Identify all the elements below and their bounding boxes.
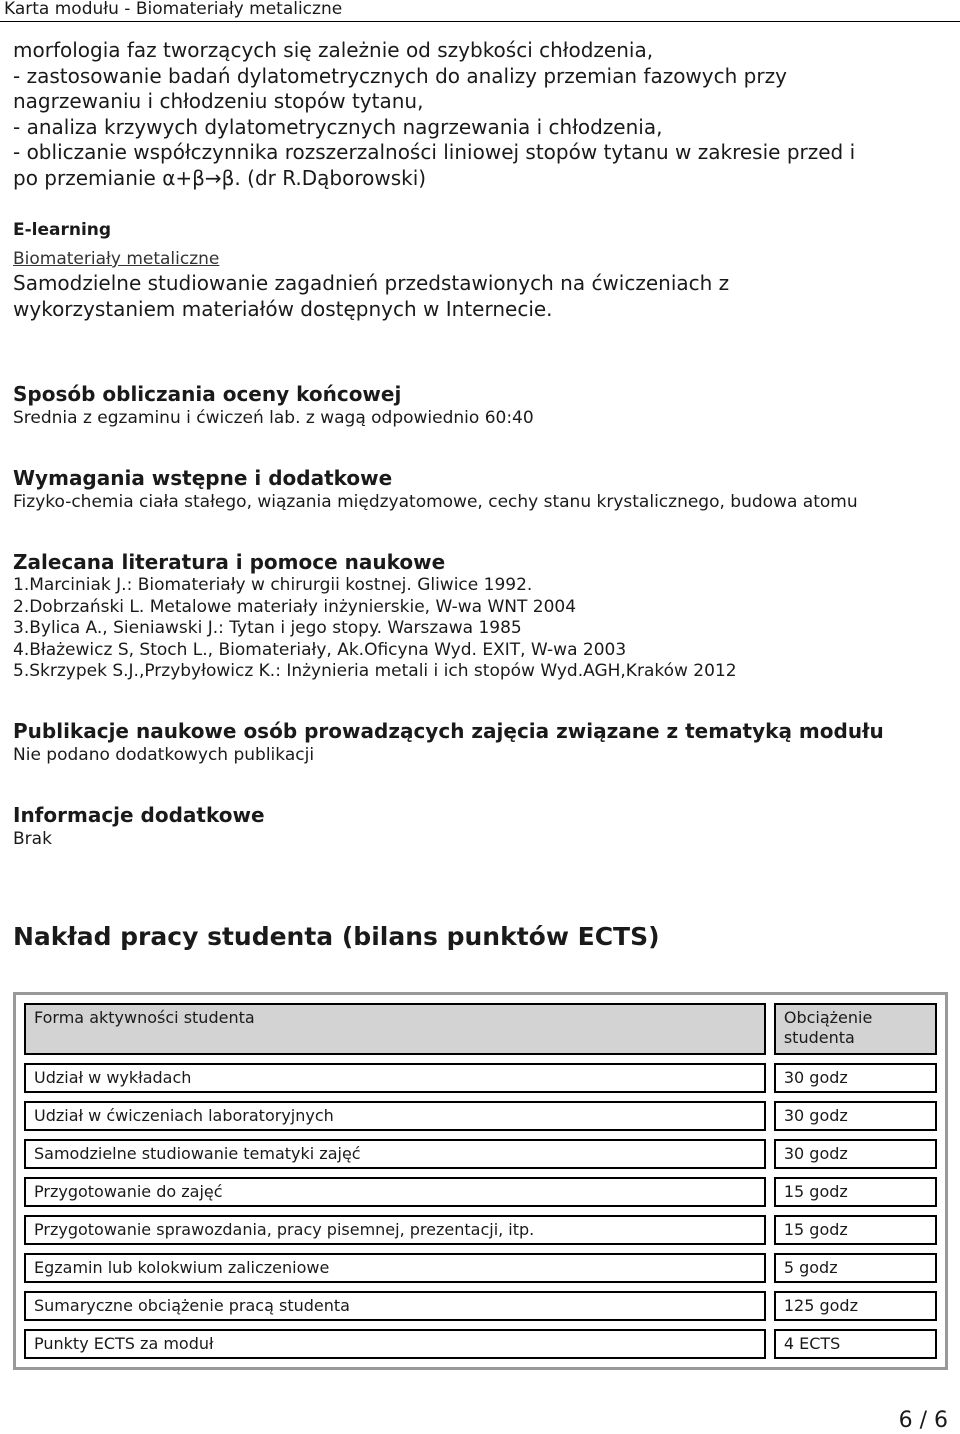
page-number: 6 / 6 <box>898 1408 948 1433</box>
document-title: Karta modułu - Biomateriały metaliczne <box>4 0 343 19</box>
requirements-heading: Wymagania wstępne i dodatkowe <box>13 466 393 490</box>
publications-heading: Publikacje naukowe osób prowadzących zajęcia związane z tematyką modułu <box>13 718 884 743</box>
activity-cell: Udział w ćwiczeniach laboratoryjnych <box>24 1101 766 1131</box>
load-cell: 15 godz <box>774 1215 937 1245</box>
activity-cell: Przygotowanie do zajęć <box>24 1177 766 1207</box>
literature-item: 4.Błażewicz S, Stoch L., Biomateriały, Ak.Oficyna Wyd. EXIT, W-wa 2003 <box>13 639 627 660</box>
elearning-description: wykorzystaniem materiałów dostępnych w Internecie. <box>13 297 553 321</box>
publications-text: Nie podano dodatkowych publikacji <box>13 744 315 765</box>
literature-item: 1.Marciniak J.: Biomateriały w chirurgii kostnej. Gliwice 1992. <box>13 575 533 595</box>
load-cell: 125 godz <box>774 1291 937 1321</box>
requirements-text: Fizyko-chemia ciała stałego, wiązania międzyatomowe, cechy stanu krystalicznego, budowa atomu <box>13 492 858 512</box>
literature-list <box>13 575 948 683</box>
table-row <box>24 1253 937 1283</box>
activity-cell: Udział w wykładach <box>24 1063 766 1093</box>
table-row <box>24 1215 937 1245</box>
activity-cell: Sumaryczne obciążenie pracą studenta <box>24 1291 766 1321</box>
intro-line: po przemianie α+β→β. (dr R.Dąborowski) <box>13 165 427 190</box>
activity-cell: Egzamin lub kolokwium zaliczeniowe <box>24 1253 766 1283</box>
workload-heading: Nakład pracy studenta (bilans punktów ECTS) <box>13 921 660 951</box>
activity-cell: Samodzielne studiowanie tematyki zajęć <box>24 1139 766 1169</box>
elearning-link[interactable]: Biomateriały metaliczne <box>13 249 220 269</box>
intro-line: - zastosowanie badań dylatometrycznych do analizy przemian fazowych przy <box>13 63 787 88</box>
table-row <box>24 1291 937 1321</box>
load-cell: 30 godz <box>774 1139 937 1169</box>
document-body <box>13 38 948 952</box>
intro-line: - analiza krzywych dylatometrycznych nagrzewania i chłodzenia, <box>13 114 663 139</box>
intro-text <box>13 38 948 191</box>
literature-item: 5.Skrzypek S.J.,Przybyłowicz K.: Inżynieria metali i ich stopów Wyd.AGH,Kraków 2012 <box>13 661 737 681</box>
table-header-cell: Forma aktywności studenta <box>24 1003 766 1055</box>
activity-cell: Punkty ECTS za moduł <box>24 1329 766 1359</box>
table-row <box>24 1177 937 1207</box>
table-header-row <box>24 1003 937 1055</box>
table-row <box>24 1101 937 1131</box>
table-row <box>24 1329 937 1359</box>
load-cell: 30 godz <box>774 1101 937 1131</box>
literature-heading: Zalecana literatura i pomoce naukowe <box>13 550 446 574</box>
intro-line: nagrzewaniu i chłodzeniu stopów tytanu, <box>13 89 424 113</box>
literature-item: 3.Bylica A., Sieniawski J.: Tytan i jego stopy. Warszawa 1985 <box>13 618 522 638</box>
table-header-cell: Obciążenie studenta <box>774 1003 937 1055</box>
load-cell: 4 ECTS <box>774 1329 937 1359</box>
page-header <box>0 0 960 22</box>
literature-item: 2.Dobrzański L. Metalowe materiały inżynierskie, W-wa WNT 2004 <box>13 596 577 617</box>
load-cell: 5 godz <box>774 1253 937 1283</box>
grading-text: Srednia z egzaminu i ćwiczeń lab. z wagą odpowiednio 60:40 <box>13 408 534 428</box>
table-row <box>24 1063 937 1093</box>
intro-line: morfologia faz tworzących się zależnie od szybkości chłodzenia, <box>13 38 654 62</box>
table-row <box>24 1139 937 1169</box>
additional-info-text: Brak <box>13 828 52 849</box>
load-cell: 30 godz <box>774 1063 937 1093</box>
additional-info-heading: Informacje dodatkowe <box>13 802 265 827</box>
elearning-heading: E-learning <box>13 220 112 240</box>
workload-table <box>13 992 948 1370</box>
elearning-description: Samodzielne studiowanie zagadnień przedstawionych na ćwiczeniach z <box>13 271 730 295</box>
grading-heading: Sposób obliczania oceny końcowej <box>13 382 402 406</box>
load-cell: 15 godz <box>774 1177 937 1207</box>
intro-line: - obliczanie współczynnika rozszerzalności liniowej stopów tytanu w zakresie przed i <box>13 140 856 164</box>
activity-cell: Przygotowanie sprawozdania, pracy pisemnej, prezentacji, itp. <box>24 1215 766 1245</box>
